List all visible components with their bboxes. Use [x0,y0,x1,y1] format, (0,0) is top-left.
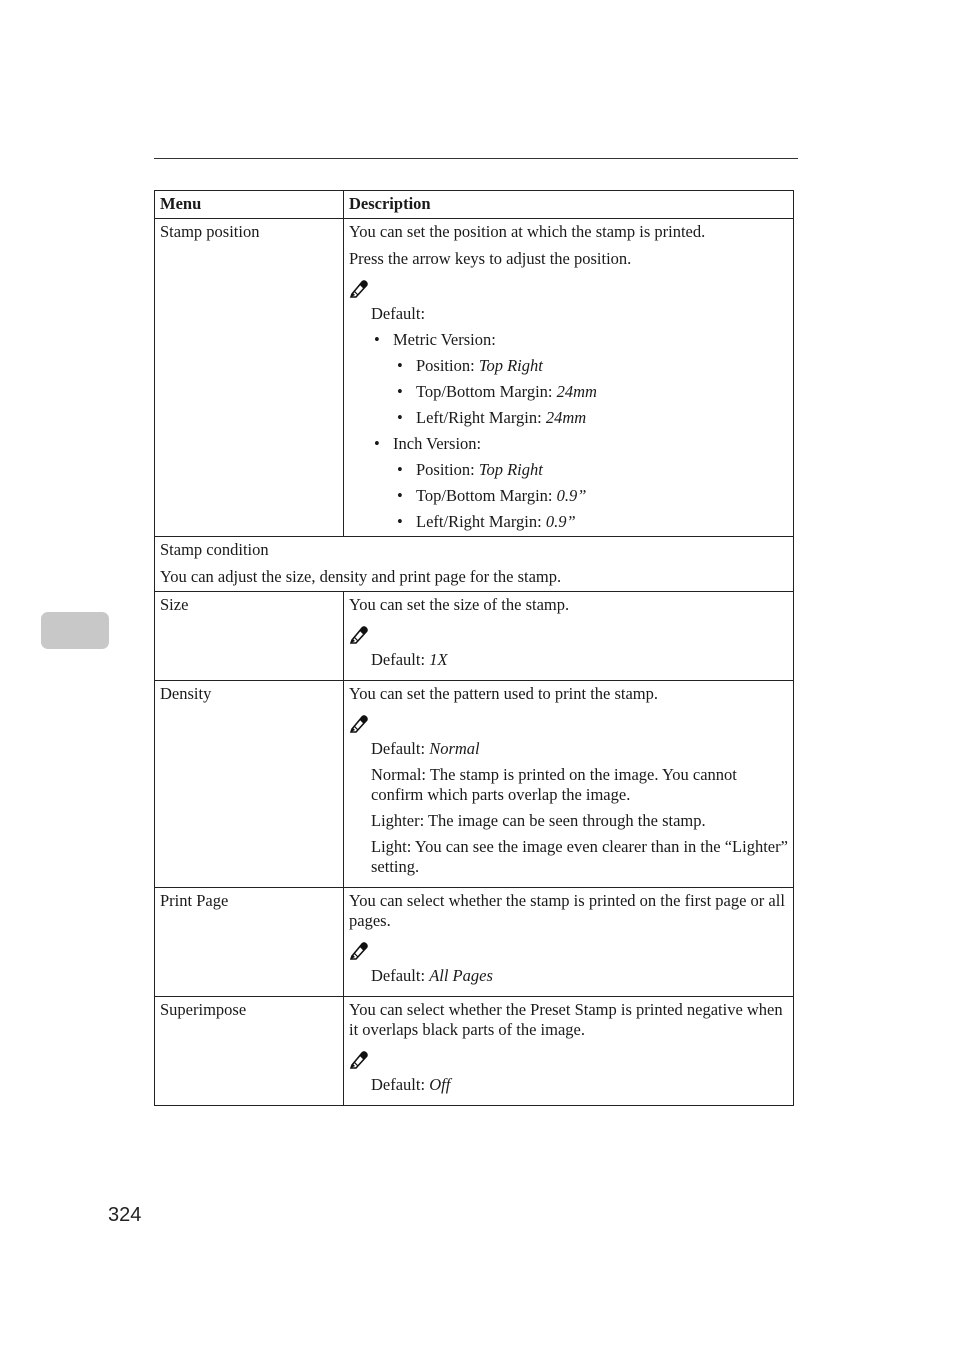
bullet: • [397,460,403,479]
table-row [155,997,794,1106]
description-text: You can set the pattern used to print the stamp. [349,684,659,703]
pencil-note-icon [349,279,369,298]
default-label: Default: [371,966,430,985]
table-row [155,219,794,537]
pencil-note-icon [349,941,369,960]
pencil-note-icon [349,1050,369,1069]
description-text: You can set the position at which the stamp is printed. [349,222,706,241]
metric-version-label: Metric Version: [393,330,496,349]
stamp-condition-cell [155,537,794,592]
table-row [155,592,794,681]
pencil-note-icon [349,714,369,733]
note-block [349,1050,788,1095]
list-item [397,460,788,480]
default-value: 1X [429,650,448,669]
table-row [155,888,794,997]
bullet: • [397,486,403,505]
menu-cell-print-page: Print Page [155,888,344,997]
description-column-header: Description [344,191,794,219]
chapter-tab [41,612,109,649]
description-cell-size [344,592,794,681]
section-description: You can adjust the size, density and print page for the stamp. [160,567,562,586]
description-cell-superimpose [344,997,794,1106]
description-text: You can set the size of the stamp. [349,595,570,614]
note-block [349,714,788,877]
default-line [371,1075,788,1095]
menu-column-header: Menu [155,191,344,219]
page-number: 324 [108,1204,142,1226]
list-item [397,382,788,402]
bullet: • [374,330,380,349]
bullet: • [397,408,403,427]
section-title: Stamp condition [160,540,269,559]
list-item [397,486,788,506]
default-line [371,650,788,670]
menu-cell-superimpose: Superimpose [155,997,344,1106]
setting-label: Left/Right Margin: [416,408,546,427]
bullet: • [397,382,403,401]
setting-label: Left/Right Margin: [416,512,546,531]
default-label: Default: [371,1075,430,1094]
metric-sublist [393,356,788,428]
setting-value: 0.9” [545,512,576,531]
description-cell-stamp-position [344,219,794,537]
table-row [155,537,794,592]
header-rule [154,158,798,159]
default-value: Normal [429,739,480,758]
table-row [155,681,794,888]
default-list [349,330,788,532]
menu-cell-stamp-position: Stamp position [155,219,344,537]
setting-label: Position: [416,356,479,375]
setting-label: Position: [416,460,479,479]
default-label: Default: [371,304,426,323]
list-item [374,434,788,532]
bullet: • [397,356,403,375]
settings-table [154,190,794,1106]
menu-cell-size: Size [155,592,344,681]
setting-value: 24mm [556,382,597,401]
description-text: You can select whether the stamp is printed on the first page or all pages. [349,891,785,930]
list-item [397,356,788,376]
default-label: Default: [371,739,430,758]
menu-cell-density: Density [155,681,344,888]
default-line [371,966,788,986]
setting-value: Top Right [478,356,543,375]
bullet: • [374,434,380,453]
note-block [349,625,788,670]
list-item [374,330,788,428]
description-cell-density [344,681,794,888]
table-header-row [155,191,794,219]
setting-label: Top/Bottom Margin: [416,382,557,401]
setting-label: Top/Bottom Margin: [416,486,557,505]
bullet: • [397,512,403,531]
description-text: Press the arrow keys to adjust the position. [349,249,632,268]
lighter-description: Lighter: The image can be seen through the stamp. [371,811,706,830]
setting-value: 0.9” [556,486,587,505]
inch-version-label: Inch Version: [393,434,482,453]
light-description: Light: You can see the image even clearer than in the “Lighter” setting. [371,837,788,876]
note-block [349,279,788,532]
note-block [349,941,788,986]
default-value: Off [429,1075,451,1094]
description-text: You can select whether the Preset Stamp is printed negative when it overlaps black parts of the image. [349,1000,783,1039]
setting-value: Top Right [478,460,543,479]
normal-description: Normal: The stamp is printed on the image. You cannot confirm which parts overlap the image. [371,765,737,804]
list-item [397,512,788,532]
list-item [397,408,788,428]
setting-value: 24mm [545,408,587,427]
description-cell-print-page [344,888,794,997]
default-line [371,739,788,759]
default-value: All Pages [429,966,493,985]
pencil-note-icon [349,625,369,644]
inch-sublist [393,460,788,532]
default-label: Default: [371,650,430,669]
